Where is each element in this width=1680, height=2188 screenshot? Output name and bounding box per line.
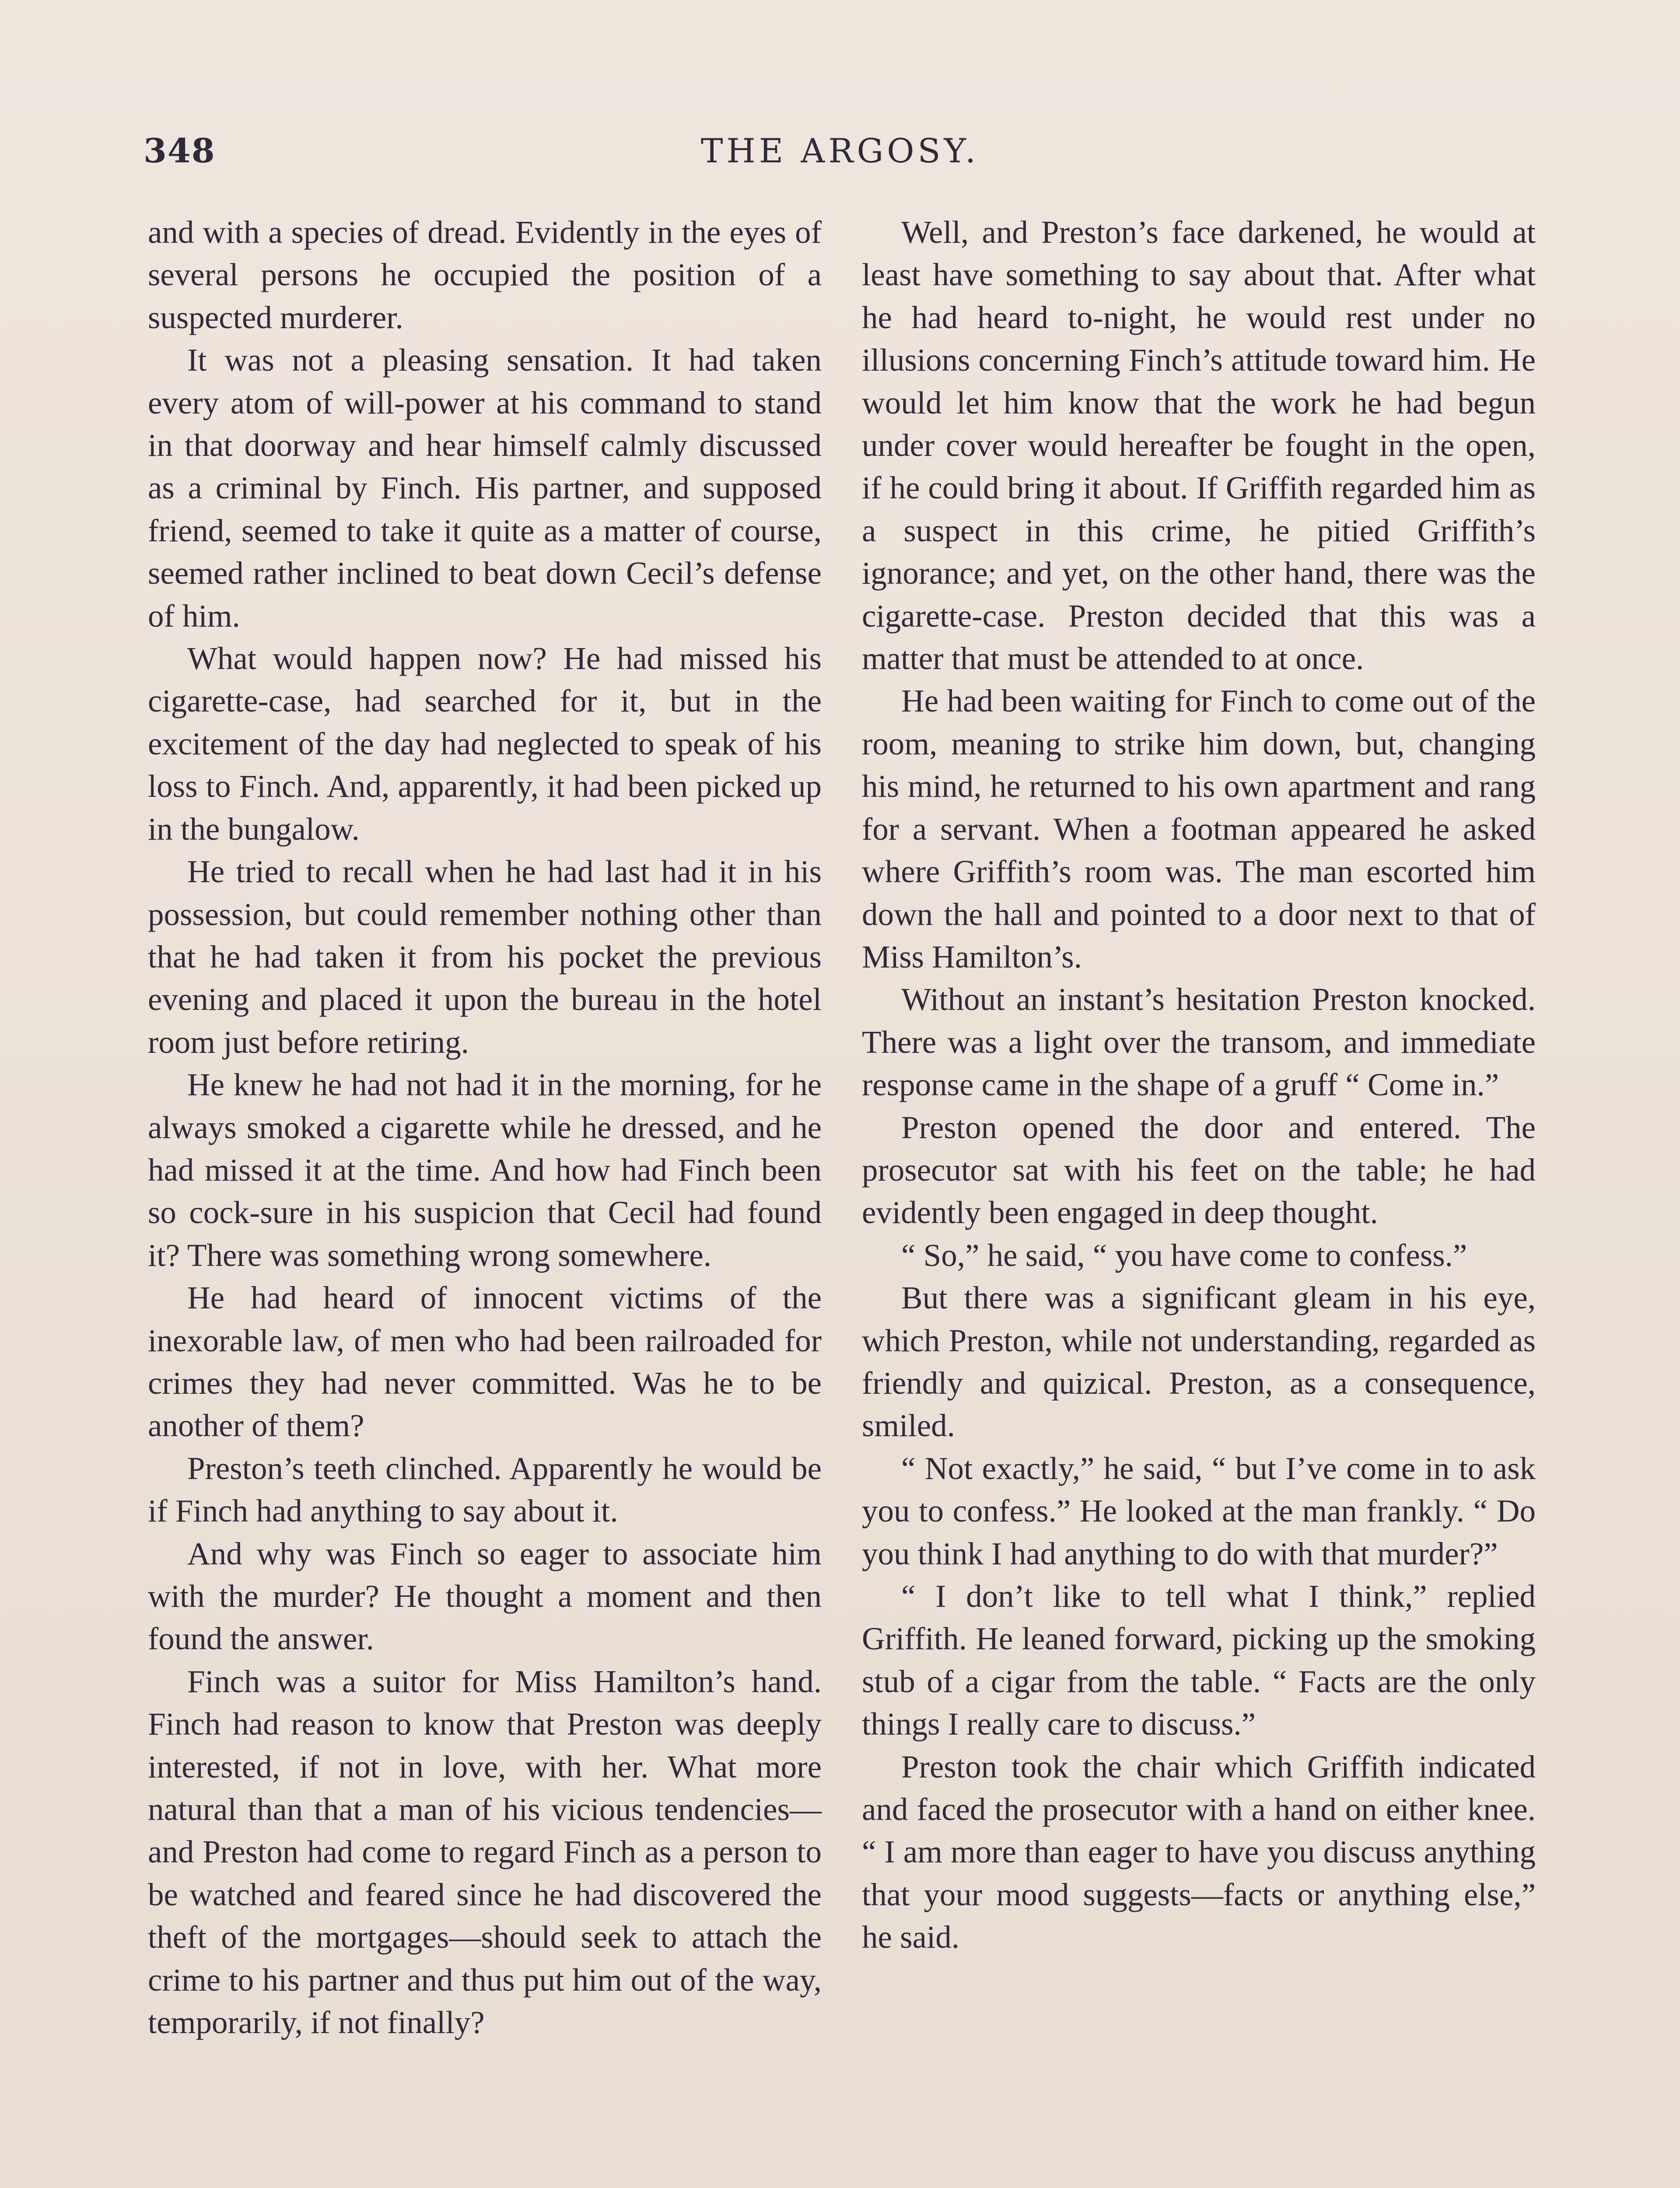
- paragraph: What would happen now? He had missed his cigarette-case, had searched for it, but in the excitement of the day had neglected to speak of his loss to Finch. And, apparently, it had been picked up in the bungalow.: [148, 641, 822, 847]
- paragraph: He tried to recall when he had last had it in his possession, but could remember nothing other than that he had taken it from his pocket the previous evening and placed it upon the bureau in the hotel room just before retiring.: [148, 854, 822, 1060]
- paragraph: He had been waiting for Finch to come out of the room, meaning to strike him down, but, changing his mind, he returned to his own apartment and rang for a servant. When a footman appeared he asked where Griffith’s room was. The man escorted him down the hall and pointed to a door next to that of Miss Hamilton’s.: [862, 683, 1536, 975]
- page-number: 348: [144, 131, 216, 170]
- paragraph: He had heard of innocent victims of the inexorable law, of men who had been railroaded for crimes they had never committed. Was he to be another of them?: [148, 1280, 822, 1444]
- paragraph: He knew he had not had it in the morning, for he always smoked a cigarette while he dressed, and he had missed it at the time. And how had Finch been so cock-sure in his suspicion that Cecil had found it? There was something wrong somewhere.: [148, 1067, 822, 1273]
- paragraph: Well, and Preston’s face darkened, he would at least have something to say about that. After what he had heard to-night, he would rest under no illusions concerning Finch’s attitude toward him. He would let him know that the work he had begun under cover would hereafter be fought in the open, if he could bring it about. If Griffith regarded him as a suspect in this crime, he pitied Griffith’s ignorance; and yet, on the other hand, there was the cigarette-case. Preston decided that this was a matter that must be attended to at once.: [862, 214, 1536, 677]
- paragraph: “ Not exactly,” he said, “ but I’ve come in to ask you to confess.” He looked at the man frankly. “ Do you think I had anything to do with that murder?”: [862, 1450, 1536, 1571]
- paragraph: Finch was a suitor for Miss Hamilton’s hand. Finch had reason to know that Preston was deeply interested, if not in love, with her. What more natural than that a man of his vicious tendencies—and Preston had come to regard Finch as a person to be watched and feared since he had discovered the theft of the mortgages—should seek to attach the crime to his partner and thus put him out of the way, temporarily, if not finally?: [148, 1663, 822, 2041]
- paragraph: Preston took the chair which Griffith indicated and faced the prosecutor with a hand on either knee. “ I am more than eager to have you discuss anything that your mood suggests—facts or anything else,” he said.: [862, 1749, 1536, 1955]
- paragraph: But there was a significant gleam in his eye, which Preston, while not understanding, regarded as friendly and quizical. Preston, as a consequence, smiled.: [862, 1280, 1536, 1444]
- paragraph: and with a species of dread. Evidently in the eyes of several persons he occupied the position of a suspected murderer.: [148, 214, 822, 335]
- left-column: [148, 211, 822, 2044]
- paragraph: Preston opened the door and entered. The prosecutor sat with his feet on the table; he had evidently been engaged in deep thought.: [862, 1109, 1536, 1231]
- right-column: [862, 211, 1536, 1959]
- paragraph: Preston’s teeth clinched. Apparently he would be if Finch had anything to say about it.: [148, 1450, 822, 1529]
- paragraph: “ So,” he said, “ you have come to confess.”: [901, 1237, 1467, 1273]
- paragraph: And why was Finch so eager to associate him with the murder? He thought a moment and then found the answer.: [148, 1536, 822, 1657]
- paragraph: It was not a pleasing sensation. It had taken every atom of will-power at his command to stand in that doorway and hear himself calmly discussed as a criminal by Finch. His partner, and supposed friend, seemed to take it quite as a matter of course, seemed rather inclined to beat down Cecil’s defense of him.: [148, 342, 822, 634]
- paragraph: “ I don’t like to tell what I think,” replied Griffith. He leaned forward, picking up the smoking stub of a cigar from the table. “ Facts are the only things I really care to discuss.”: [862, 1578, 1536, 1742]
- paragraph: Without an instant’s hesitation Preston knocked. There was a light over the transom, and immediate response came in the shape of a gruff “ Come in.”: [862, 982, 1536, 1103]
- running-title: THE ARGOSY.: [700, 131, 980, 170]
